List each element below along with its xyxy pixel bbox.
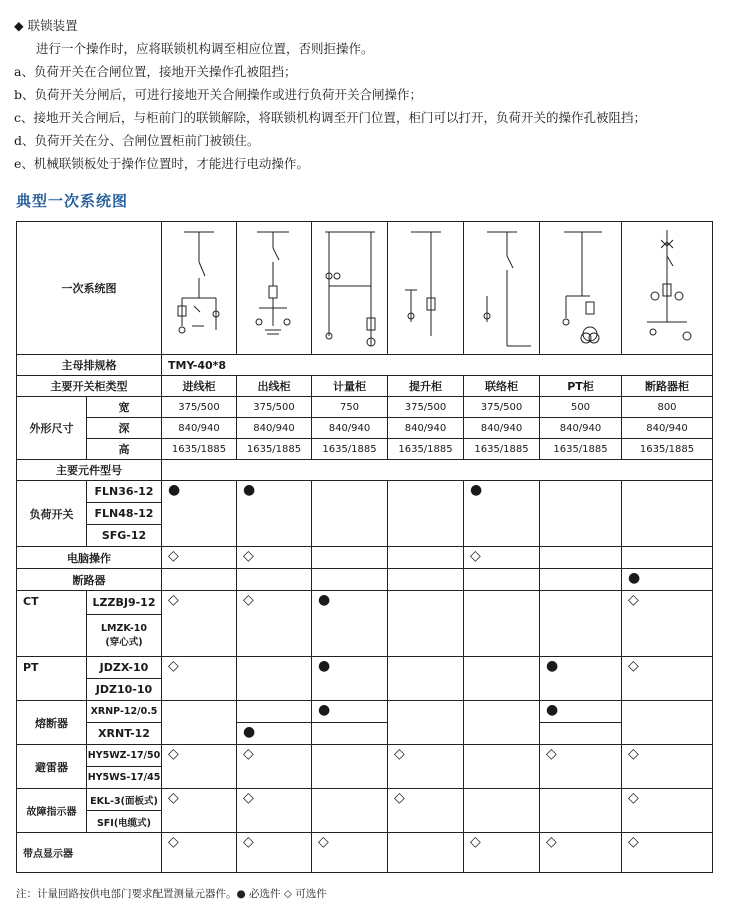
tie-schematic	[467, 226, 537, 351]
interlock-lead: 进行一个操作时，应将联锁机构调至相应位置，否则拒操作。	[36, 41, 374, 56]
fault-indicator-model: EKL-3(面板式)	[87, 789, 162, 811]
footnote: 注：计量回路按供电部门要求配置测量元器件。● 必选件 ◇ 可选件	[16, 888, 327, 900]
pt-model: JDZX-10	[87, 657, 162, 679]
height-value: 1635/1885	[312, 439, 388, 460]
height-value: 1635/1885	[162, 439, 237, 460]
diagram-pt	[540, 222, 622, 355]
depth-value: 840/940	[388, 418, 464, 439]
depth-value: 840/940	[540, 418, 622, 439]
height-value: 1635/1885	[388, 439, 464, 460]
riser-schematic	[391, 226, 461, 351]
depth-value: 840/940	[464, 418, 540, 439]
required-mark: ●	[312, 657, 388, 701]
arrester-label: 避雷器	[17, 745, 87, 789]
diagram-metering	[312, 222, 388, 355]
busbar-value: TMY-40*8	[162, 355, 713, 376]
optional-mark: ◇	[237, 745, 312, 789]
height-value: 1635/1885	[237, 439, 312, 460]
optional-mark: ◇	[162, 657, 237, 701]
ct-model: LZZBJ9-12	[87, 591, 162, 615]
depth-label: 深	[87, 418, 162, 439]
width-value: 500	[540, 397, 622, 418]
cabinet-type: 联络柜	[464, 376, 540, 397]
load-switch-model: SFG-12	[87, 525, 162, 547]
optional-mark: ◇	[622, 745, 713, 789]
width-value: 375/500	[388, 397, 464, 418]
metering-schematic	[315, 226, 385, 351]
required-mark: ●	[237, 723, 312, 745]
width-value: 375/500	[162, 397, 237, 418]
width-value: 750	[312, 397, 388, 418]
arrester-model: HY5WZ-17/50	[87, 745, 162, 767]
interlock-section	[14, 14, 724, 175]
cabinet-type-label: 主要开关柜类型	[17, 376, 162, 397]
interlock-item-d: d、负荷开关在分、合闸位置柜前门被锁住。	[14, 133, 260, 148]
required-mark: ●	[312, 701, 388, 723]
optional-mark: ◇	[312, 833, 388, 873]
diagram-tie	[464, 222, 540, 355]
diagram-incoming	[162, 222, 237, 355]
components-empty	[162, 460, 713, 481]
load-switch-model: FLN36-12	[87, 481, 162, 503]
required-mark: ●	[464, 481, 540, 547]
optional-mark: ◇	[237, 547, 312, 569]
optional-mark: ◇	[622, 833, 713, 873]
system-diagram-row	[17, 222, 713, 355]
optional-mark: ◇	[237, 789, 312, 833]
optional-mark: ◇	[237, 833, 312, 873]
cabinet-type: 出线柜	[237, 376, 312, 397]
interlock-item-e: e、机械联锁板处于操作位置时，才能进行电动操作。	[14, 156, 309, 171]
interlock-item-a: a、负荷开关在合闸位置，接地开关操作孔被阻挡；	[14, 64, 297, 79]
required-mark: ●	[540, 701, 622, 723]
depth-value: 840/940	[622, 418, 713, 439]
live-display-label: 带点显示器	[17, 833, 162, 873]
depth-value: 840/940	[237, 418, 312, 439]
cabinet-type: 进线柜	[162, 376, 237, 397]
height-label: 高	[87, 439, 162, 460]
height-value: 1635/1885	[622, 439, 713, 460]
width-value: 800	[622, 397, 713, 418]
pt-schematic	[546, 226, 616, 351]
optional-mark: ◇	[622, 657, 713, 701]
ct-model: LMZK-10 (穿心式)	[87, 615, 162, 657]
dimensions-label: 外形尺寸	[17, 397, 87, 460]
outgoing-schematic	[239, 226, 309, 351]
fault-indicator-label: 故障指示器	[17, 789, 87, 833]
components-label: 主要元件型号	[17, 460, 162, 481]
width-value: 375/500	[237, 397, 312, 418]
height-value: 1635/1885	[464, 439, 540, 460]
pt-label: PT	[17, 657, 87, 701]
required-mark: ●	[622, 569, 713, 591]
interlock-item-c: c、接地开关合闸后，与柜前门的联锁解除，将联锁机构调至开门位置，柜门可以打开，负荷开关的操作孔被阻挡；	[14, 110, 647, 125]
fuse-model: XRNP-12/0.5	[87, 701, 162, 723]
optional-mark: ◇	[540, 833, 622, 873]
load-switch-model: FLN48-12	[87, 503, 162, 525]
cabinet-type: 断路器柜	[622, 376, 713, 397]
fuse-label: 熔断器	[17, 701, 87, 745]
cabinet-type: 计量柜	[312, 376, 388, 397]
required-mark: ●	[312, 591, 388, 657]
incoming-schematic	[164, 226, 234, 351]
optional-mark: ◇	[162, 833, 237, 873]
optional-mark: ◇	[162, 547, 237, 569]
interlock-heading: ◆ 联锁装置	[14, 18, 78, 33]
section-title: 典型一次系统图	[16, 192, 129, 210]
pt-model: JDZ10-10	[87, 679, 162, 701]
fuse-model: XRNT-12	[87, 723, 162, 745]
diagram-breaker	[622, 222, 713, 355]
motor-op-label: 电脑操作	[17, 547, 162, 569]
fault-indicator-model: SFI(电缆式)	[87, 811, 162, 833]
required-mark: ●	[540, 657, 622, 701]
load-switch-label: 负荷开关	[17, 481, 87, 547]
optional-mark: ◇	[464, 833, 540, 873]
breaker-label: 断路器	[17, 569, 162, 591]
optional-mark: ◇	[237, 591, 312, 657]
busbar-label: 主母排规格	[17, 355, 162, 376]
required-mark: ●	[237, 481, 312, 547]
ct-label: CT	[17, 591, 87, 657]
optional-mark: ◇	[540, 745, 622, 789]
optional-mark: ◇	[388, 745, 464, 789]
optional-mark: ◇	[622, 789, 713, 833]
height-value: 1635/1885	[540, 439, 622, 460]
optional-mark: ◇	[388, 789, 464, 833]
optional-mark: ◇	[162, 745, 237, 789]
depth-value: 840/940	[312, 418, 388, 439]
required-mark: ●	[162, 481, 237, 547]
interlock-item-b: b、负荷开关分闸后，可进行接地开关合闸操作或进行负荷开关合闸操作；	[14, 87, 423, 102]
optional-mark: ◇	[622, 591, 713, 657]
optional-mark: ◇	[464, 547, 540, 569]
depth-value: 840/940	[162, 418, 237, 439]
cabinet-type: PT柜	[540, 376, 622, 397]
width-value: 375/500	[464, 397, 540, 418]
diagram-outgoing	[237, 222, 312, 355]
spec-table	[16, 221, 713, 873]
cabinet-type: 提升柜	[388, 376, 464, 397]
width-label: 宽	[87, 397, 162, 418]
breaker-schematic	[627, 226, 707, 351]
diagram-riser	[388, 222, 464, 355]
system-diagram-label: 一次系统图	[17, 222, 162, 355]
optional-mark: ◇	[162, 591, 237, 657]
optional-mark: ◇	[162, 789, 237, 833]
arrester-model: HY5WS-17/45	[87, 767, 162, 789]
